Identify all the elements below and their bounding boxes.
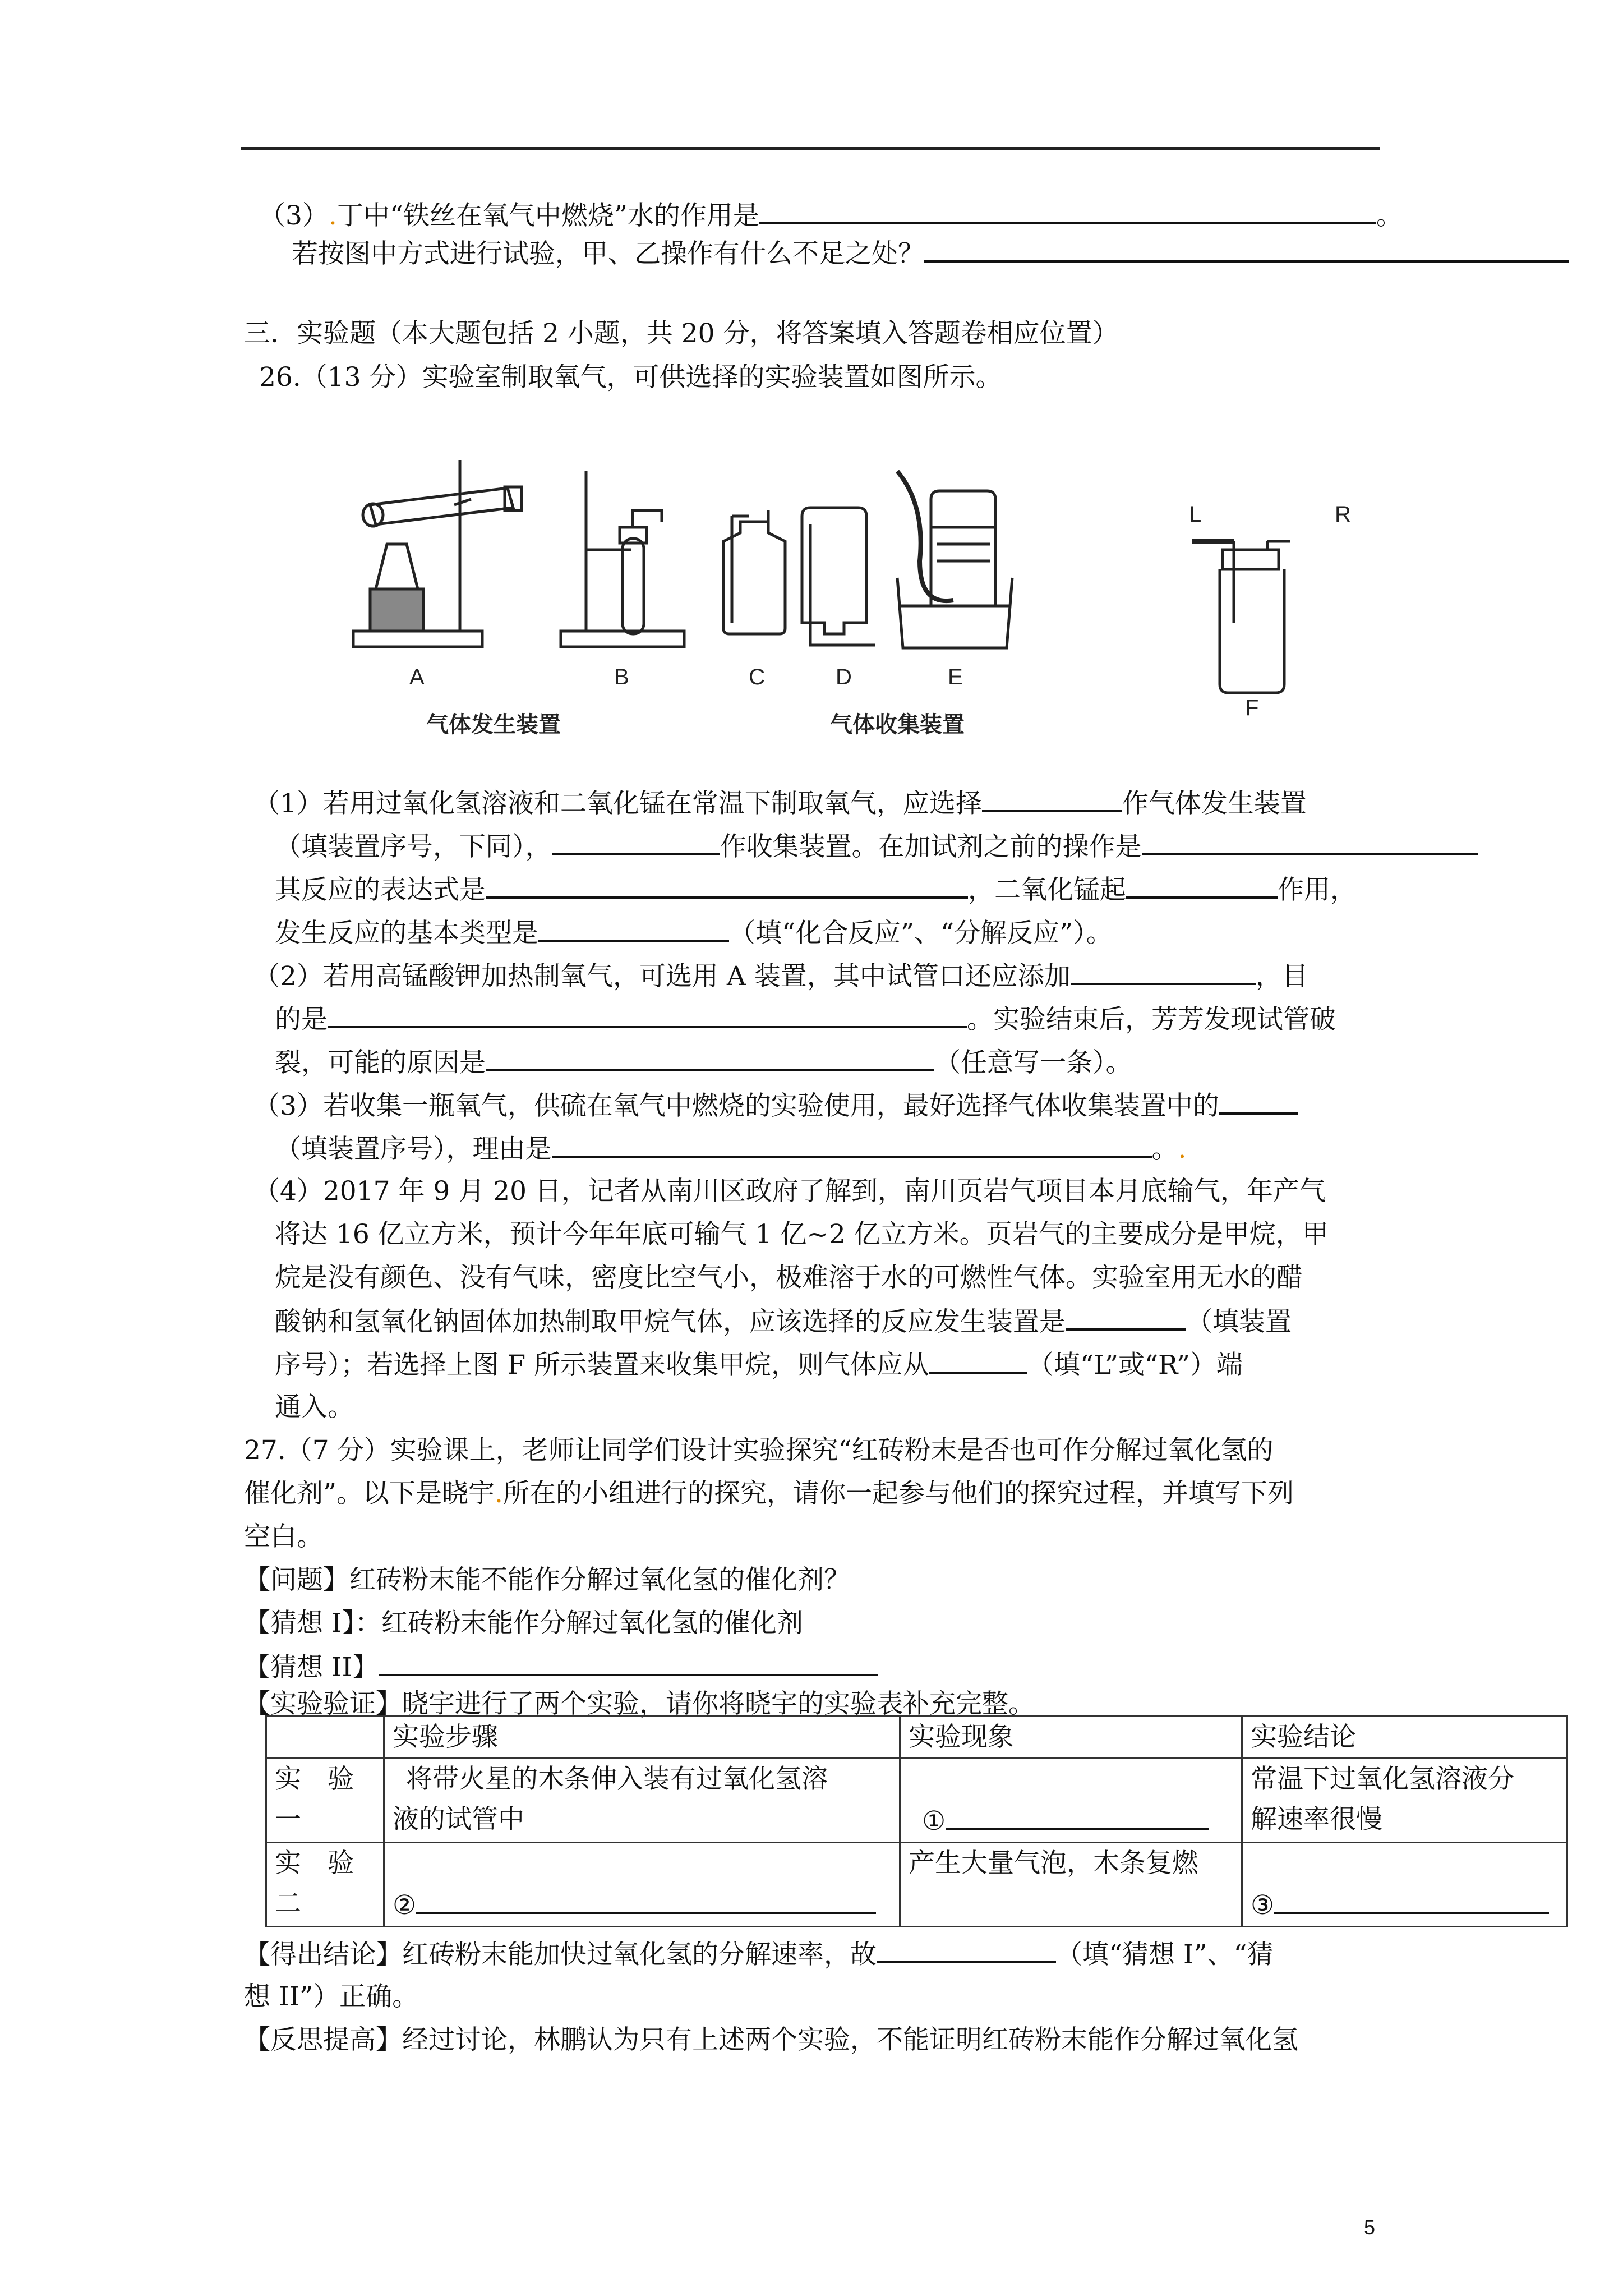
- label-a: A: [409, 665, 425, 689]
- apparatus-b: [561, 471, 684, 647]
- p2-line1: （2）若用高锰酸钾加热制氧气，可选用 A 装置，其中试管口还应添加 ，目: [253, 957, 1308, 995]
- p1-line1: （1）若用过氧化氢溶液和二氧化锰在常温下制取氧气，应选择 作气体发生装置: [253, 784, 1307, 822]
- answer-blank[interactable]: [1071, 957, 1256, 985]
- phenomenon-cell: 产生大量气泡，木条复燃: [900, 1843, 1242, 1927]
- apparatus-f: [1192, 541, 1290, 693]
- guess2-line: 【猜想 II】: [244, 1648, 878, 1686]
- answer-blank[interactable]: [1274, 1889, 1549, 1914]
- q27-line1: 27.（7 分）实验课上，老师让同学们设计实验探究“红砖粉末是否也可作分解过氧化氢的: [244, 1435, 1274, 1466]
- table-header-cell: 实验步骤: [384, 1717, 900, 1759]
- label-f: F: [1245, 696, 1259, 720]
- col-caption: 气体收集装置: [830, 712, 965, 737]
- p4-line5: 序号）；若选择上图 F 所示装置来收集甲烷，则气体应从 （填“L”或“R”）端: [275, 1346, 1243, 1384]
- answer-blank[interactable]: [379, 1648, 878, 1676]
- step-cell: ②: [384, 1843, 900, 1927]
- answer-blank[interactable]: [538, 914, 729, 942]
- verify-line: 【实验验证】晓宇进行了两个实验，请你将晓宇的实验表补充完整。: [244, 1688, 1035, 1719]
- apparatus-figure: [336, 438, 1402, 752]
- answer-blank[interactable]: [877, 1935, 1056, 1963]
- label-c: C: [749, 665, 765, 689]
- label-d: D: [836, 665, 852, 689]
- p1-line4: 发生反应的基本类型是 （填“化合反应”、“分解反应”）。: [275, 914, 1113, 952]
- answer-blank[interactable]: [1219, 1087, 1298, 1115]
- conclusion-cell: 常温下过氧化氢溶液分 解速率很慢: [1242, 1759, 1567, 1843]
- table-header-cell: 实验现象: [900, 1717, 1242, 1759]
- table-header-cell: [266, 1717, 384, 1759]
- p1-line3: 其反应的表达式是 ，二氧化锰起 作用，: [275, 871, 1357, 909]
- answer-blank[interactable]: [1142, 827, 1478, 855]
- experiment-table: [265, 1715, 1568, 1927]
- apparatus-c: [723, 510, 785, 634]
- conclusion-cell: ③: [1242, 1843, 1567, 1927]
- p4-line2: 将达 16 亿立方米，预计今年年底可输气 1 亿~2 亿立方米。页岩气的主要成分是甲烷，甲: [275, 1219, 1329, 1250]
- label-r: R: [1335, 502, 1351, 527]
- answer-blank[interactable]: [1066, 1303, 1186, 1331]
- section-heading: 三．实验题（本大题包括 2 小题，共 20 分，将答案填入答题卷相应位置）: [244, 318, 1119, 349]
- label-e: E: [948, 665, 963, 689]
- apparatus-d: [802, 508, 875, 645]
- p4-line3: 烷是没有颜色、没有气味，密度比空气小，极难溶于水的可燃性气体。实验室用无水的醋: [275, 1262, 1303, 1293]
- answer-blank[interactable]: [946, 1805, 1209, 1830]
- question-26-title: 26.（13 分）实验室制取氧气，可供选择的实验装置如图所示。: [259, 362, 1002, 393]
- answer-blank[interactable]: [328, 1000, 967, 1028]
- q3-line2: 若按图中方式进行试验，甲、乙操作有什么不足之处？: [292, 234, 1569, 273]
- guess1-line: 【猜想 I】：红砖粉末能作分解过氧化氢的催化剂: [244, 1608, 804, 1639]
- answer-blank[interactable]: [486, 1043, 934, 1071]
- row-name: 实 验 一: [266, 1759, 384, 1843]
- apparatus-e: [897, 471, 1012, 648]
- reflect-line: 【反思提高】经过讨论，林鹏认为只有上述两个实验，不能证明红砖粉末能作分解过氧化氢: [244, 2024, 1298, 2055]
- table-header-row: [266, 1717, 1567, 1759]
- conclusion-line1: 【得出结论】红砖粉末能加快过氧化氢的分解速率，故 （填“猜想 I”、“猜: [244, 1935, 1274, 1973]
- gen-caption: 气体发生装置: [426, 712, 561, 737]
- p4-line4: 酸钠和氢氧化钠固体加热制取甲烷气体，应该选择的反应发生装置是 （填装置: [275, 1303, 1292, 1341]
- p2-line2: 的是 。实验结束后，芳芳发现试管破: [275, 1000, 1336, 1038]
- answer-blank[interactable]: [486, 871, 968, 899]
- label-b: B: [614, 665, 629, 689]
- p4-line1: （4）2017 年 9 月 20 日，记者从南川区政府了解到，南川页岩气项目本月底输气，年产气: [253, 1176, 1326, 1207]
- apparatus-a: [353, 460, 522, 647]
- p2-line3: 裂，可能的原因是 （任意写一条）。: [275, 1043, 1132, 1082]
- table-row: [266, 1759, 1567, 1843]
- row-name: 实 验 二: [266, 1843, 384, 1927]
- answer-blank[interactable]: [982, 784, 1122, 812]
- table-row: [266, 1843, 1567, 1927]
- answer-blank[interactable]: [1126, 871, 1278, 899]
- p4-line6: 通入。: [275, 1392, 354, 1423]
- p3-line1: （3）若收集一瓶氧气，供硫在氧气中燃烧的实验使用，最好选择气体收集装置中的: [253, 1087, 1298, 1125]
- step-cell: 将带火星的木条伸入装有过氧化氢溶 液的试管中: [384, 1759, 900, 1843]
- answer-blank[interactable]: [929, 1346, 1027, 1374]
- conclusion-line2: 想 II”）正确。: [244, 1981, 419, 2012]
- q27-line3: 空白。: [244, 1521, 323, 1552]
- answer-blank[interactable]: [759, 196, 1376, 224]
- header-rule: [241, 147, 1380, 150]
- p1-line2: （填装置序号，下同）， 作收集装置。在加试剂之前的操作是: [275, 827, 1478, 866]
- table-header-cell: 实验结论: [1242, 1717, 1567, 1759]
- p3-line2: （填装置序号），理由是 。.: [275, 1130, 1186, 1168]
- answer-blank[interactable]: [552, 1130, 1152, 1158]
- answer-blank[interactable]: [416, 1889, 876, 1914]
- q3-line1: （3）.丁中“铁丝在氧气中燃烧”水的作用是 。: [259, 196, 1403, 234]
- page-number: 5: [1364, 2216, 1376, 2239]
- answer-blank[interactable]: [552, 827, 720, 855]
- answer-blank[interactable]: [924, 234, 1569, 263]
- phenomenon-cell: ①: [900, 1759, 1242, 1843]
- q27-line2: 催化剂”。以下是晓宇.所在的小组进行的探究，请你一起参与他们的探究过程，并填写下列: [244, 1478, 1294, 1509]
- question-line: 【问题】红砖粉末能不能作分解过氧化氢的催化剂？: [244, 1565, 850, 1595]
- label-l: L: [1189, 502, 1202, 527]
